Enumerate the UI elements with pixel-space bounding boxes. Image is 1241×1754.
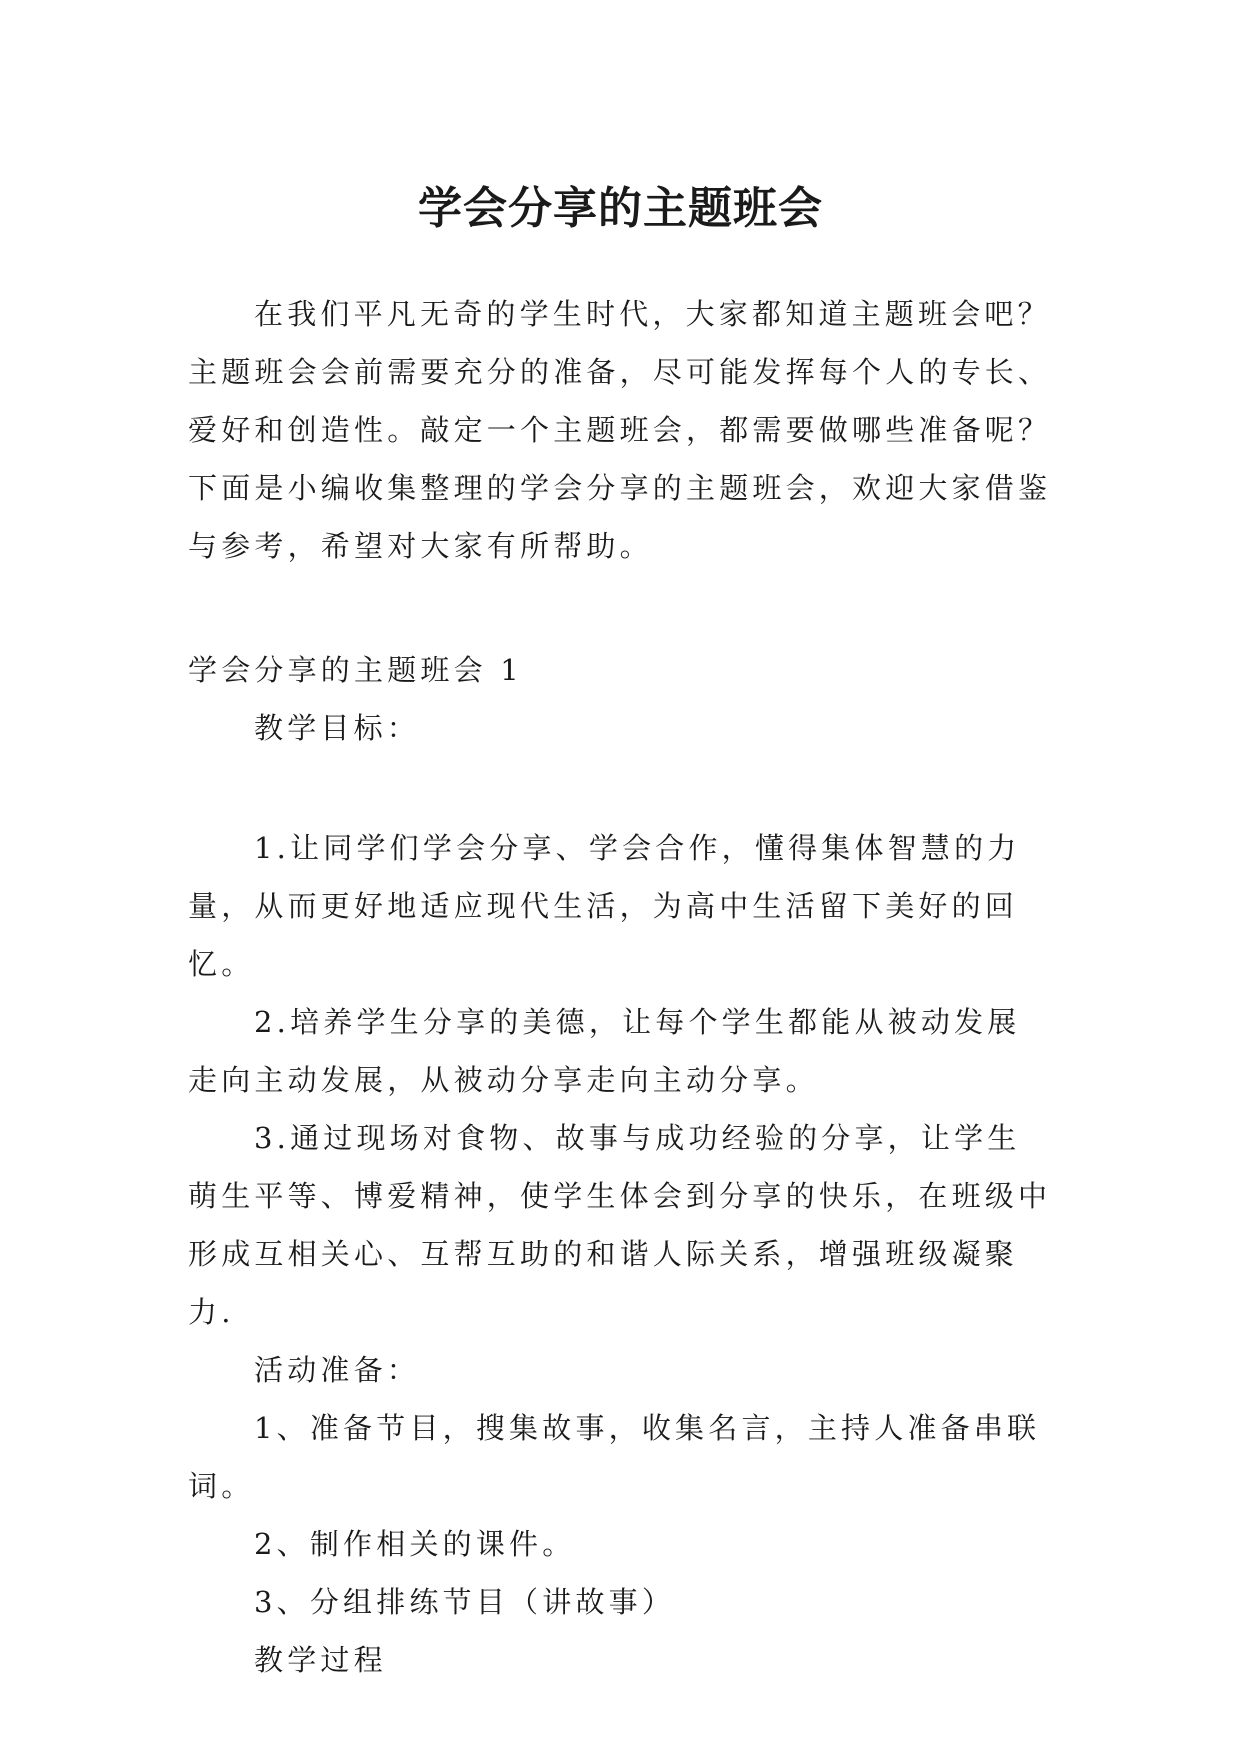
objective-item: 3.通过现场对食物、故事与成功经验的分享，让学生萌生平等、博爱精神，使学生体会到分享的快乐，在班级中形成互相关心、互帮互助的和谐人际关系，增强班级凝聚力. — [188, 1121, 1052, 1329]
section-heading: 学会分享的主题班会 1 — [188, 653, 523, 687]
objectives-label: 教学目标： — [254, 711, 421, 745]
process-label: 教学过程 — [254, 1643, 387, 1677]
preparation-item: 1、准备节目，搜集故事，收集名言，主持人准备串联词。 — [188, 1411, 1041, 1503]
objective-item: 1.让同学们学会分享、学会合作，懂得集体智慧的力量，从而更好地适应现代生活，为高中生活留下美好的回忆。 — [188, 831, 1021, 981]
preparation-item: 3、分组排练节目（讲故事） — [254, 1585, 676, 1619]
document-body — [188, 285, 1053, 1689]
preparation-label: 活动准备： — [254, 1353, 421, 1387]
preparation-item: 2、制作相关的课件。 — [254, 1527, 576, 1561]
objective-item: 2.培养学生分享的美德，让每个学生都能从被动发展走向主动发展，从被动分享走向主动分享。 — [188, 1005, 1021, 1097]
intro-paragraph: 在我们平凡无奇的学生时代，大家都知道主题班会吧？主题班会会前需要充分的准备，尽可能发挥每个人的专长、爱好和创造性。敲定一个主题班会，都需要做哪些准备呢？下面是小编收集整理的学会分享的主题班会，欢迎大家借鉴与参考，希望对大家有所帮助。 — [188, 297, 1052, 563]
document-title: 学会分享的主题班会 — [418, 183, 823, 235]
